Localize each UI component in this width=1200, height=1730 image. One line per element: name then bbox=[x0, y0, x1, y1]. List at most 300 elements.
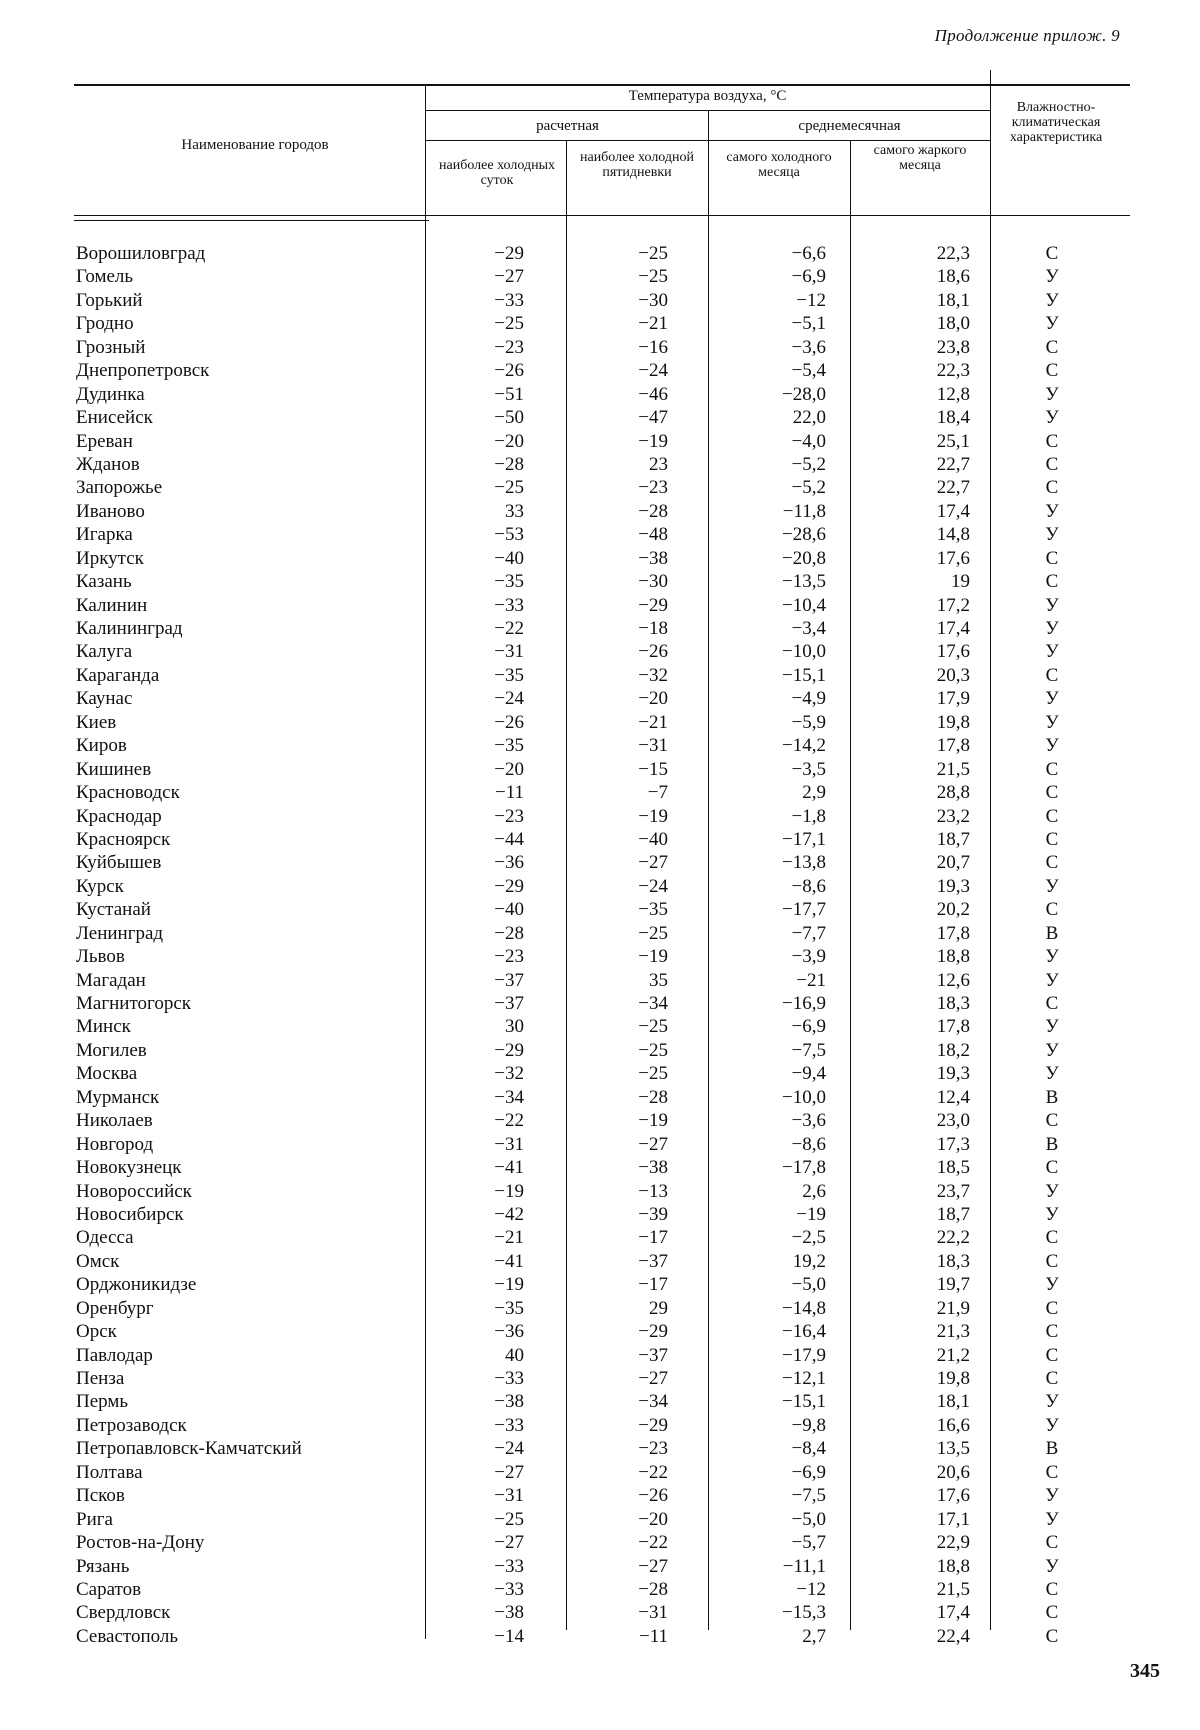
humidity-value: С bbox=[1045, 664, 1059, 686]
coldest-day-value: −33 bbox=[494, 594, 524, 616]
warmest-month-value: 18,7 bbox=[936, 1203, 970, 1225]
coldest-day-value: −27 bbox=[494, 1532, 524, 1554]
coldest-month-value: −8,6 bbox=[791, 1133, 826, 1155]
city-name: Горький bbox=[76, 289, 143, 311]
warmest-month-value: 17,8 bbox=[936, 922, 970, 944]
warmest-month-value: 20,2 bbox=[936, 899, 970, 921]
table-row bbox=[0, 383, 1200, 406]
coldest-five-day-value: −19 bbox=[638, 430, 668, 452]
city-name: Дудинка bbox=[76, 383, 145, 405]
humidity-value: С bbox=[1045, 1321, 1059, 1343]
humidity-value: В bbox=[1045, 1133, 1059, 1155]
coldest-month-value: −5,4 bbox=[791, 360, 826, 382]
city-name: Рига bbox=[76, 1508, 113, 1530]
warmest-month-value: 23,2 bbox=[936, 805, 970, 827]
coldest-day-value: −37 bbox=[494, 993, 524, 1014]
coldest-month-value: 22,0 bbox=[792, 407, 826, 429]
coldest-month-value: −6,9 bbox=[791, 1461, 826, 1483]
coldest-five-day-value: −20 bbox=[638, 688, 668, 710]
humidity-value: С bbox=[1045, 477, 1059, 499]
humidity-value: У bbox=[1045, 524, 1059, 546]
city-name: Калуга bbox=[76, 641, 133, 663]
humidity-value: С bbox=[1045, 336, 1059, 358]
table-row bbox=[0, 1390, 1200, 1413]
table-row bbox=[0, 1508, 1200, 1531]
coldest-day-value: −29 bbox=[494, 1039, 524, 1061]
coldest-month-value: −3,6 bbox=[791, 336, 826, 358]
warmest-month-value: 19 bbox=[951, 571, 970, 593]
humidity-value: С bbox=[1045, 1297, 1059, 1319]
header-city: Наименование городов bbox=[181, 137, 329, 153]
coldest-month-value: −28,0 bbox=[782, 383, 826, 405]
table-row bbox=[0, 617, 1200, 640]
coldest-five-day-value: −27 bbox=[638, 1368, 668, 1389]
coldest-day-value: −35 bbox=[494, 571, 524, 593]
city-name: Мурманск bbox=[76, 1086, 160, 1108]
coldest-month-value: −17,8 bbox=[782, 1157, 826, 1179]
coldest-day-value: −26 bbox=[494, 360, 524, 382]
coldest-month-value: −6,9 bbox=[791, 266, 826, 288]
city-name: Запорожье bbox=[76, 477, 163, 499]
city-name: Ворошиловград bbox=[76, 243, 206, 264]
city-name: Львов bbox=[76, 946, 125, 968]
table-row bbox=[0, 1180, 1200, 1203]
warmest-month-value: 12,8 bbox=[936, 383, 970, 405]
coldest-day-value: −20 bbox=[494, 758, 524, 780]
coldest-day-value: −26 bbox=[494, 711, 524, 733]
coldest-five-day-value: −32 bbox=[638, 664, 668, 686]
coldest-month-value: −9,4 bbox=[791, 1063, 826, 1085]
city-name: Каунас bbox=[76, 688, 133, 710]
city-name: Орджоникидзе bbox=[76, 1274, 197, 1296]
humidity-value: С bbox=[1045, 1157, 1059, 1179]
coldest-five-day-value: −7 bbox=[647, 782, 668, 804]
coldest-five-day-value: −25 bbox=[638, 1016, 668, 1038]
coldest-day-value: −24 bbox=[494, 688, 524, 710]
humidity-value: У bbox=[1045, 969, 1059, 991]
table-row bbox=[0, 594, 1200, 617]
coldest-day-value: −34 bbox=[494, 1086, 524, 1108]
coldest-five-day-value: −28 bbox=[638, 500, 668, 522]
warmest-month-value: 22,9 bbox=[936, 1532, 970, 1554]
table-row bbox=[0, 687, 1200, 710]
humidity-value: С bbox=[1045, 1110, 1059, 1132]
humidity-value: В bbox=[1045, 922, 1059, 944]
table-row bbox=[0, 1297, 1200, 1320]
table-row bbox=[0, 711, 1200, 734]
humidity-value: У bbox=[1045, 594, 1059, 616]
city-name: Пенза bbox=[76, 1368, 125, 1389]
city-name: Новосибирск bbox=[76, 1203, 184, 1225]
coldest-month-value: −5,0 bbox=[791, 1274, 826, 1296]
city-name: Рязань bbox=[76, 1555, 130, 1577]
coldest-day-value: −20 bbox=[494, 430, 524, 452]
warmest-month-value: 17,6 bbox=[936, 547, 970, 569]
city-name: Кишинев bbox=[76, 758, 152, 780]
humidity-value: С bbox=[1045, 1602, 1059, 1624]
table-row bbox=[0, 1273, 1200, 1296]
header-bottom-rule-2 bbox=[74, 220, 429, 221]
table-row bbox=[0, 1555, 1200, 1578]
header-coldest-month: самого холодного месяца bbox=[726, 150, 832, 180]
humidity-value: С bbox=[1045, 1344, 1059, 1366]
city-name: Киров bbox=[76, 735, 127, 757]
city-name: Караганда bbox=[76, 664, 160, 686]
city-name: Орск bbox=[76, 1321, 117, 1343]
coldest-day-value: −44 bbox=[494, 828, 524, 850]
city-name: Гродно bbox=[76, 313, 134, 335]
coldest-month-value: 19,2 bbox=[792, 1250, 826, 1272]
coldest-five-day-value: −48 bbox=[638, 524, 668, 546]
warmest-month-value: 21,9 bbox=[936, 1297, 970, 1319]
coldest-day-value: −22 bbox=[494, 618, 524, 639]
coldest-day-value: −27 bbox=[494, 1461, 524, 1483]
coldest-five-day-value: −37 bbox=[638, 1250, 668, 1272]
table-row bbox=[0, 828, 1200, 851]
city-name: Иваново bbox=[76, 500, 145, 522]
city-name: Калининград bbox=[76, 618, 183, 639]
coldest-month-value: −21 bbox=[796, 969, 826, 991]
coldest-month-value: −3,6 bbox=[791, 1110, 826, 1132]
humidity-value: У bbox=[1045, 1485, 1059, 1507]
coldest-day-value: −41 bbox=[494, 1157, 524, 1179]
coldest-month-value: −7,5 bbox=[791, 1039, 826, 1061]
coldest-five-day-value: −17 bbox=[638, 1227, 668, 1249]
coldest-five-day-value: −21 bbox=[638, 313, 668, 335]
city-name: Ленинград bbox=[76, 922, 164, 944]
city-name: Магнитогорск bbox=[76, 993, 191, 1014]
coldest-five-day-value: −25 bbox=[638, 922, 668, 944]
humidity-value: В bbox=[1045, 1086, 1059, 1108]
humidity-value: У bbox=[1045, 1063, 1059, 1085]
table-row bbox=[0, 1133, 1200, 1156]
table-row bbox=[0, 406, 1200, 429]
header-warmest-month: самого жаркого месяца bbox=[873, 143, 967, 173]
table-top-rule bbox=[74, 84, 1130, 86]
coldest-day-value: −32 bbox=[494, 1063, 524, 1085]
running-head: Продолжение прилож. 9 bbox=[934, 26, 1120, 45]
table-row bbox=[0, 1109, 1200, 1132]
warmest-month-value: 23,7 bbox=[936, 1180, 970, 1202]
warmest-month-value: 19,3 bbox=[936, 1063, 970, 1085]
humidity-value: У bbox=[1045, 313, 1059, 335]
coldest-month-value: −12 bbox=[796, 1578, 826, 1600]
warmest-month-value: 22,7 bbox=[936, 453, 970, 475]
city-name: Оренбург bbox=[76, 1297, 154, 1319]
header-bottom-rule bbox=[74, 215, 1130, 216]
warmest-month-value: 16,6 bbox=[936, 1414, 970, 1436]
coldest-day-value: −23 bbox=[494, 805, 524, 827]
city-name: Ростов-на-Дону bbox=[76, 1532, 205, 1554]
coldest-five-day-value: −24 bbox=[638, 875, 668, 897]
humidity-value: У bbox=[1045, 383, 1059, 405]
warmest-month-value: 18,2 bbox=[936, 1039, 970, 1061]
table-row bbox=[0, 1344, 1200, 1367]
coldest-day-value: −36 bbox=[494, 1321, 524, 1343]
humidity-value: У bbox=[1045, 1414, 1059, 1436]
warmest-month-value: 18,0 bbox=[936, 313, 970, 335]
coldest-day-value: −33 bbox=[494, 289, 524, 311]
coldest-five-day-value: −20 bbox=[638, 1508, 668, 1530]
city-name: Омск bbox=[76, 1250, 120, 1272]
header-humidity: Влажностно-климатическая характеристика bbox=[1009, 100, 1103, 145]
coldest-five-day-value: −28 bbox=[638, 1086, 668, 1108]
coldest-day-value: −11 bbox=[494, 782, 524, 804]
city-name: Псков bbox=[76, 1485, 125, 1507]
coldest-day-value: −25 bbox=[494, 313, 524, 335]
coldest-day-value: −24 bbox=[494, 1438, 524, 1460]
coldest-day-value: −41 bbox=[494, 1250, 524, 1272]
coldest-day-value: −25 bbox=[494, 477, 524, 499]
coldest-day-value: −38 bbox=[494, 1391, 524, 1413]
city-name: Полтава bbox=[76, 1461, 143, 1483]
coldest-day-value: −23 bbox=[494, 336, 524, 358]
coldest-month-value: −7,5 bbox=[791, 1485, 826, 1507]
humidity-value: С bbox=[1045, 828, 1059, 850]
coldest-month-value: −19 bbox=[796, 1203, 826, 1225]
table-row bbox=[0, 1320, 1200, 1343]
coldest-month-value: −3,5 bbox=[791, 758, 826, 780]
warmest-month-value: 21,5 bbox=[936, 758, 970, 780]
coldest-month-value: −5,1 bbox=[791, 313, 826, 335]
table-row bbox=[0, 969, 1200, 992]
warmest-month-value: 19,8 bbox=[936, 711, 970, 733]
coldest-day-value: −19 bbox=[494, 1180, 524, 1202]
coldest-month-value: −10,0 bbox=[782, 641, 826, 663]
coldest-five-day-value: −19 bbox=[638, 805, 668, 827]
coldest-day-value: −35 bbox=[494, 735, 524, 757]
warmest-month-value: 12,4 bbox=[936, 1086, 970, 1108]
humidity-value: С bbox=[1045, 1461, 1059, 1483]
coldest-month-value: −4,0 bbox=[791, 430, 826, 452]
coldest-month-value: −3,9 bbox=[791, 946, 826, 968]
coldest-month-value: −5,7 bbox=[791, 1532, 826, 1554]
coldest-day-value: −38 bbox=[494, 1602, 524, 1624]
city-name: Петрозаводск bbox=[76, 1414, 187, 1436]
humidity-value: У bbox=[1045, 1039, 1059, 1061]
humidity-value: С bbox=[1045, 805, 1059, 827]
warmest-month-value: 18,8 bbox=[936, 946, 970, 968]
coldest-month-value: 2,6 bbox=[802, 1180, 826, 1202]
coldest-day-value: −31 bbox=[494, 1133, 524, 1155]
warmest-month-value: 22,7 bbox=[936, 477, 970, 499]
coldest-month-value: −14,8 bbox=[782, 1297, 826, 1319]
coldest-five-day-value: −39 bbox=[638, 1203, 668, 1225]
coldest-day-value: −33 bbox=[494, 1414, 524, 1436]
table-row bbox=[0, 1531, 1200, 1554]
coldest-month-value: −13,8 bbox=[782, 852, 826, 874]
warmest-month-value: 17,1 bbox=[936, 1508, 970, 1530]
coldest-day-value: −31 bbox=[494, 1485, 524, 1507]
warmest-month-value: 14,8 bbox=[936, 524, 970, 546]
humidity-value: У bbox=[1045, 1508, 1059, 1530]
coldest-five-day-value: −29 bbox=[638, 1321, 668, 1343]
table-row bbox=[0, 781, 1200, 804]
header-coldest-five: наиболее холодной пятидневки bbox=[579, 150, 695, 180]
coldest-day-value: −31 bbox=[494, 641, 524, 663]
coldest-five-day-value: −28 bbox=[638, 1578, 668, 1600]
table-row bbox=[0, 430, 1200, 453]
humidity-value: С bbox=[1045, 1368, 1059, 1389]
coldest-five-day-value: −46 bbox=[638, 383, 668, 405]
coldest-month-value: 2,9 bbox=[802, 782, 826, 804]
coldest-day-value: −37 bbox=[494, 969, 524, 991]
warmest-month-value: 23,8 bbox=[936, 336, 970, 358]
warmest-month-value: 13,5 bbox=[936, 1438, 970, 1460]
humidity-value: У bbox=[1045, 1016, 1059, 1038]
warmest-month-value: 22,2 bbox=[936, 1227, 970, 1249]
coldest-five-day-value: −23 bbox=[638, 477, 668, 499]
coldest-five-day-value: −13 bbox=[638, 1180, 668, 1202]
city-name: Николаев bbox=[76, 1110, 153, 1132]
city-name: Петропавловск-Камчатский bbox=[76, 1438, 302, 1460]
table-row bbox=[0, 523, 1200, 546]
page-number: 345 bbox=[1130, 1660, 1160, 1682]
warmest-month-value: 18,3 bbox=[936, 1250, 970, 1272]
humidity-value: С bbox=[1045, 1227, 1059, 1249]
coldest-five-day-value: −18 bbox=[638, 618, 668, 639]
warmest-month-value: 17,4 bbox=[936, 618, 970, 639]
coldest-five-day-value: −27 bbox=[638, 1133, 668, 1155]
warmest-month-value: 18,7 bbox=[936, 828, 970, 850]
humidity-value: У bbox=[1045, 1391, 1059, 1413]
warmest-month-value: 20,7 bbox=[936, 852, 970, 874]
humidity-value: С bbox=[1045, 1532, 1059, 1554]
city-name: Магадан bbox=[76, 969, 146, 991]
coldest-month-value: −17,7 bbox=[782, 899, 826, 921]
coldest-month-value: −17,1 bbox=[782, 828, 826, 850]
coldest-month-value: −4,9 bbox=[791, 688, 826, 710]
table-row bbox=[0, 265, 1200, 288]
coldest-five-day-value: −21 bbox=[638, 711, 668, 733]
coldest-five-day-value: −30 bbox=[638, 289, 668, 311]
humidity-value: С bbox=[1045, 1625, 1059, 1647]
humidity-value: У bbox=[1045, 289, 1059, 311]
coldest-day-value: −53 bbox=[494, 524, 524, 546]
coldest-five-day-value: −38 bbox=[638, 547, 668, 569]
coldest-month-value: −1,8 bbox=[791, 805, 826, 827]
humidity-value: У bbox=[1045, 500, 1059, 522]
table-row bbox=[0, 242, 1200, 265]
table-row bbox=[0, 758, 1200, 781]
coldest-month-value: 2,7 bbox=[802, 1625, 826, 1647]
humidity-value: У bbox=[1045, 618, 1059, 639]
warmest-month-value: 19,7 bbox=[936, 1274, 970, 1296]
table-row bbox=[0, 500, 1200, 523]
coldest-five-day-value: −29 bbox=[638, 1414, 668, 1436]
coldest-day-value: −50 bbox=[494, 407, 524, 429]
coldest-five-day-value: −19 bbox=[638, 1110, 668, 1132]
coldest-five-day-value: −17 bbox=[638, 1274, 668, 1296]
city-name: Казань bbox=[76, 571, 132, 593]
warmest-month-value: 22,3 bbox=[936, 243, 970, 264]
humidity-value: С bbox=[1045, 547, 1059, 569]
coldest-month-value: −10,0 bbox=[782, 1086, 826, 1108]
coldest-day-value: −23 bbox=[494, 946, 524, 968]
table-row bbox=[0, 945, 1200, 968]
table-row bbox=[0, 1437, 1200, 1460]
coldest-month-value: −5,0 bbox=[791, 1508, 826, 1530]
header-monthly: среднемесячная bbox=[798, 118, 901, 134]
coldest-month-value: −16,9 bbox=[782, 993, 826, 1014]
warmest-month-value: 17,8 bbox=[936, 735, 970, 757]
table-row bbox=[0, 1461, 1200, 1484]
city-name: Курск bbox=[76, 875, 124, 897]
table-body bbox=[0, 242, 1200, 1648]
coldest-month-value: −7,7 bbox=[791, 922, 826, 944]
humidity-value: У bbox=[1045, 407, 1059, 429]
coldest-month-value: −15,3 bbox=[782, 1602, 826, 1624]
city-name: Игарка bbox=[76, 524, 133, 546]
table-row bbox=[0, 1156, 1200, 1179]
header-design: расчетная bbox=[536, 118, 599, 134]
coldest-month-value: −6,6 bbox=[791, 243, 826, 264]
coldest-five-day-value: −27 bbox=[638, 1555, 668, 1577]
city-name: Краснодар bbox=[76, 805, 162, 827]
humidity-value: В bbox=[1045, 1438, 1059, 1460]
humidity-value: У bbox=[1045, 735, 1059, 757]
humidity-value: У bbox=[1045, 1555, 1059, 1577]
coldest-month-value: −17,9 bbox=[782, 1344, 826, 1366]
city-name: Свердловск bbox=[76, 1602, 171, 1624]
coldest-month-value: −2,5 bbox=[791, 1227, 826, 1249]
coldest-five-day-value: −27 bbox=[638, 852, 668, 874]
humidity-value: У bbox=[1045, 711, 1059, 733]
warmest-month-value: 21,2 bbox=[936, 1344, 970, 1366]
city-name: Енисейск bbox=[76, 407, 153, 429]
coldest-month-value: −10,4 bbox=[782, 594, 826, 616]
coldest-month-value: −3,4 bbox=[791, 618, 826, 639]
table-row bbox=[0, 1250, 1200, 1273]
city-name: Саратов bbox=[76, 1578, 142, 1600]
coldest-day-value: −29 bbox=[494, 875, 524, 897]
coldest-day-value: −28 bbox=[494, 453, 524, 475]
warmest-month-value: 25,1 bbox=[936, 430, 970, 452]
humidity-value: С bbox=[1045, 571, 1059, 593]
table-row bbox=[0, 547, 1200, 570]
city-name: Иркутск bbox=[76, 547, 144, 569]
humidity-value: У bbox=[1045, 946, 1059, 968]
city-name: Новороссийск bbox=[76, 1180, 192, 1202]
city-name: Калинин bbox=[76, 594, 148, 616]
warmest-month-value: 20,3 bbox=[936, 664, 970, 686]
warmest-month-value: 17,2 bbox=[936, 594, 970, 616]
table-row bbox=[0, 359, 1200, 382]
table-row bbox=[0, 1484, 1200, 1507]
humidity-value: У bbox=[1045, 1203, 1059, 1225]
coldest-month-value: −12,1 bbox=[782, 1368, 826, 1389]
warmest-month-value: 18,4 bbox=[936, 407, 970, 429]
humidity-value: У bbox=[1045, 641, 1059, 663]
coldest-day-value: −33 bbox=[494, 1555, 524, 1577]
table-row bbox=[0, 1203, 1200, 1226]
city-name: Пермь bbox=[76, 1391, 129, 1413]
warmest-month-value: 12,6 bbox=[936, 969, 970, 991]
humidity-value: С bbox=[1045, 453, 1059, 475]
warmest-month-value: 19,3 bbox=[936, 875, 970, 897]
coldest-month-value: −28,6 bbox=[782, 524, 826, 546]
coldest-day-value: −40 bbox=[494, 899, 524, 921]
coldest-five-day-value: −25 bbox=[638, 1063, 668, 1085]
coldest-five-day-value: −25 bbox=[638, 1039, 668, 1061]
coldest-day-value: −35 bbox=[494, 664, 524, 686]
coldest-month-value: −11,1 bbox=[782, 1555, 826, 1577]
coldest-day-value: −21 bbox=[494, 1227, 524, 1249]
city-name: Могилев bbox=[76, 1039, 147, 1061]
table-row bbox=[0, 570, 1200, 593]
table-row bbox=[0, 1367, 1200, 1390]
coldest-month-value: −14,2 bbox=[782, 735, 826, 757]
